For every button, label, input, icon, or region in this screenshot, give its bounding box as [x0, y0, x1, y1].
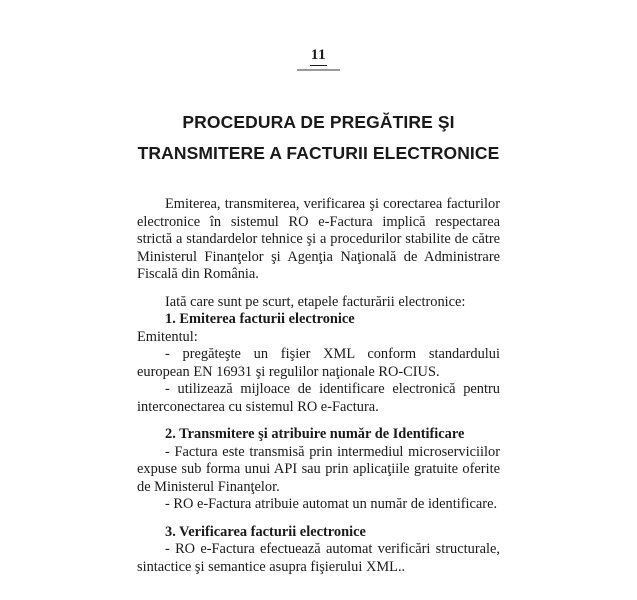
lead-in-paragraph: Iată care sunt pe scurt, etapele facturării electronice: — [165, 293, 466, 310]
page-title-line-1: PROCEDURA DE PREGĂTIRE ŞI — [182, 111, 455, 132]
page-number: 11 — [310, 47, 327, 66]
section-1-bullet-2: - utilizează mijloace de identificare electronică pentru interconectarea cu sistemul RO e-Factura. — [137, 381, 500, 415]
page-number-rule — [297, 69, 340, 72]
body-text-column — [137, 196, 500, 576]
intro-paragraph: Emiterea, transmiterea, verificarea şi corectarea facturilor electronice în sistemul RO e-Factura implică respectarea strictă a standardelor tehnice şi a procedurilor stabilite de către Ministerul Finanţelor şi Agenţia Naţională de Administrare Fiscală din România. — [137, 196, 500, 282]
section-1-intro: Emitentul: — [137, 328, 198, 345]
page-number-block — [0, 46, 637, 71]
section-2-bullet-2: - RO e-Factura atribuie automat un număr de identificare. — [165, 496, 498, 512]
page-title-line-2: TRANSMITERE A FACTURII ELECTRONICE — [137, 142, 500, 163]
section-1-bullet-1: - pregăteşte un fişier XML conform standardului european EN 16931 şi regulilor naţionale RO-CIUS. — [137, 346, 500, 380]
section-heading-1: 1. Emiterea facturii electronice — [165, 311, 355, 327]
section-heading-3: 3. Verificarea facturii electronice — [165, 523, 366, 540]
section-2-bullet-1: - Factura este transmisă prin intermediul microserviciilor expuse sub forma unui API sau prin aplicaţiile gratuite oferite de Ministerul Finanţelor. — [137, 443, 500, 495]
section-3-bullet-1: - RO e-Factura efectuează automat verificări structurale, sintactice şi semantice asupra fişierului XML.. — [137, 541, 500, 575]
page-title — [0, 107, 637, 169]
section-heading-2: 2. Transmitere şi atribuire număr de Identificare — [165, 426, 465, 442]
